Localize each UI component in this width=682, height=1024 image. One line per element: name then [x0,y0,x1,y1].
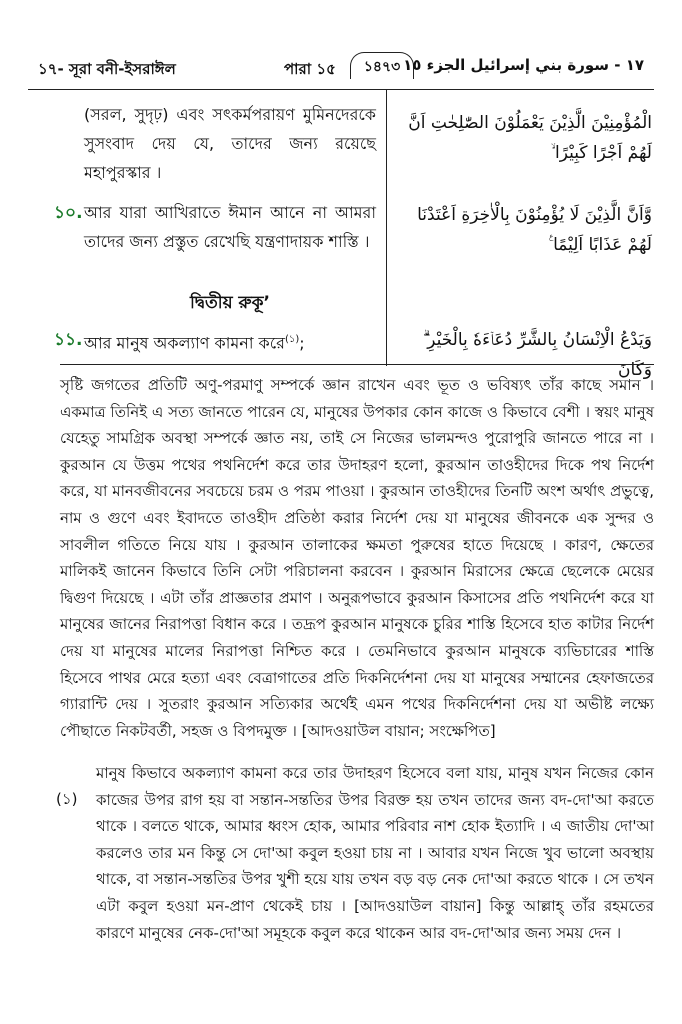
verse-arabic: وَيَدْعُ الْاِنْسَانُ بِالشَّرِّ دُعَاۤءَهٗ بِالْخَيْرِ ۗ وَكَانَ [422,330,652,380]
header-page-number: ১৪৭৩ [350,52,414,79]
ruku-heading: দ্বিতীয় রুকূ’ [190,293,270,313]
header-sura-name-bengali: ১৭- সূরা বনী-ইসরাঈল [38,60,176,78]
section-rule [60,364,654,365]
footnote-text: মানুষ কিভাবে অকল্যাণ কামনা করে তার উদাহরণ হিসেবে বলা যায়, মানুষ যখন নিজের কোন কাজের উপর রাগ হয় বা সন্তান-সন্ততির উপর বিরক্ত হয় তখন তাদের জন্য বদ-দো'আ করতে থাকে । বলতে থাকে, আমার ধ্বংস হোক, আমার পরিবার নাশ হোক ইত্যাদি । এ জাতীয় দো'আ করলেও তার মন কিন্তু সে দো'আ কবুল হওয়া চায় না । আবার যখন নিজে খুব ভালো অবস্থায় থাকে, বা সন্তান-সন্ততির উপর খুশী হয়ে যায় তখন বড় বড় নেক দো'আ করতে থাকে । সে তখন এটা কবুল হওয়া মন-প্রাণ থেকেই চায় । [আদওয়াউল বায়ান] কিন্তু আল্লাহ্‌ তাঁর রহমতের কারণে মানুষের নেক-দো'আ সমূহকে কবুল করে থাকেন আর বদ-দো'আর জন্য সময় দেন । [96,764,654,942]
verse-arabic: الْمُؤْمِنِيْنَ الَّذِيْنَ يَعْمَلُوْنَ الصّٰلِحٰتِ اَنَّ لَهُمْ اَجْرًا كَبِيْرًا ۙ [408,113,652,163]
header-para: পারা ১৫ [284,60,336,78]
page-header [28,46,654,90]
footnote-reference: (১) [284,334,300,345]
header-sura-name-arabic: ١٧ - سورة بني إسرائيل الجزء ١٥ [403,56,644,74]
header-rule [28,89,654,90]
verse-text: (সরল, সুদৃঢ়) এবং সৎকর্মপরায়ণ মুমিনদেরকে সুসংবাদ দেয় যে, তাদের জন্য রয়েছে মহাপুরস্কার । [84,105,376,182]
verse-number: ১১. [54,330,83,350]
verse-arabic: وَّاَنَّ الَّذِيْنَ لَا يُؤْمِنُوْنَ بِالْاٰخِرَةِ اَعْتَدْنَا لَهُمْ عَذَابًا اَلِيْمًا ࣖ [417,205,652,255]
commentary-text: সৃষ্টি জগতের প্রতিটি অণু-পরমাণু সম্পর্কে জ্ঞান রাখেন এবং ভূত ও ভবিষ্যৎ তাঁর কাছে সমান । একমাত্র তিনিই এ সত্য জানতে পারেন যে, মানুষের উপকার কোন কাজে ও কিভাবে বেশী । স্বয়ং মানুষ যেহেতু সামগ্রিক অবস্থা সম্পর্কে জ্ঞাত নয়, তাই সে নিজের ভালমন্দও পুরোপুরি জানতে পারে না । কুরআন যে উত্তম পথের পথনির্দেশ করে তার উদাহরণ হলো, কুরআন তাওহীদের দিকে পথ নির্দেশ করে, যা মানবজীবনের সবচেয়ে চরম ও পরম পাওয়া । কুরআন তাওহীদের তিনটি অংশ অর্থাৎ প্রভুত্বে, নাম ও গুণে এবং ইবাদতে তাওহীদ প্রতিষ্ঠা করার নির্দেশ দেয় যা মানুষের জীবনকে এক সুন্দর ও সাবলীল গতিতে নিয়ে যায় । কুরআন তালাকের ক্ষমতা পুরুষের হাতে দিয়েছে । কারণ, ক্ষেতের মালিকই জানেন কিভাবে তিনি সেটা পরিচালনা করবেন । কুরআন মিরাসের ক্ষেত্রে ছেলেকে মেয়ের দ্বিগুণ দিয়েছে । এটা তাঁর প্রাজ্ঞতার প্রমাণ । অনুরূপভাবে কুরআন কিসাসের প্রতি পথনির্দেশ করে যা মানুষের জানের নিরাপত্তা বিধান করে । তদ্রূপ কুরআন মানুষকে চুরির শাস্তি হিসেবে হাত কাটার নির্দেশ দেয় যা মানুষের মালের নিরাপত্তা নিশ্চিত করে । তেমনিভাবে কুরআন মানুষকে ব্যভিচারের শাস্তি হিসেবে পাথর মেরে হত্যা এবং বেত্রাগাতের প্রতি দিকনির্দেশনা দেয় যা মানুষের সম্মানের হেফাজতের গ্যারান্টি দেয় । সুতরাং কুরআন সত্যিকার অর্থেই এমন পথের দিকনির্দেশনা দেয় যা অভীষ্ট লক্ষ্যে পৌছাতে নিকটবর্তী, সহজ ও বিপদমুক্ত । [আদওয়াউল বায়ান; সংক্ষেপিত] [60,376,654,740]
column-divider [386,90,387,366]
footnote-marker: (১) [56,790,78,808]
verse-text: আর যারা আখিরাতে ঈমান আনে না আমরা তাদের জন্য প্রস্তুত রেখেছি যন্ত্রণাদায়ক শাস্তি । [84,203,376,251]
verse-number: ১০. [54,203,83,223]
verse-text [84,325,376,357]
verse-text-end: ; [299,333,305,353]
verse-text-main: আর মানুষ অকল্যাণ কামনা করে [84,333,285,353]
